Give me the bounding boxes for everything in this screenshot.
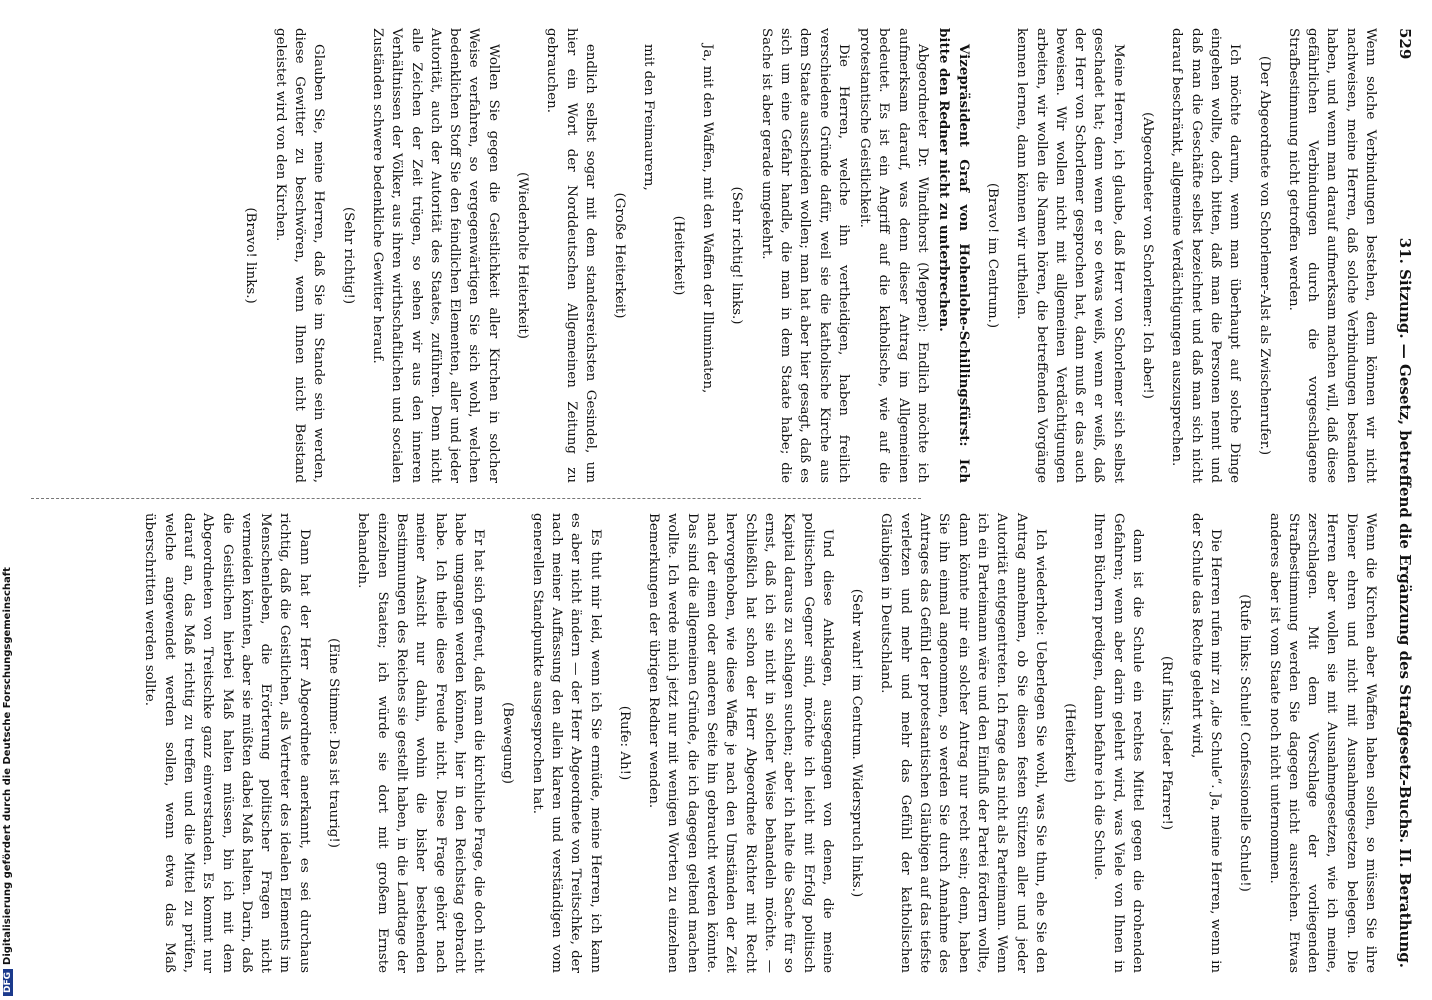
interjection: (Heiterkeit) [670, 215, 686, 296]
paragraph: Und diese Anklagen, ausgegangen von denen, die meine politischen Gegner sind, möchte ich leicht mit Erfolg politisch Kapital daraus zu schlagen suchen; aber ich halte die Sache für so ernst, daß ich sie nicht in solcher Weise behandeln möchte. — Schließlich hat schon der Herr Abgeordnete Richter mit Recht hervorgehoben, wie diese Waffe je nach den Umständen der Zeit nach der einen oder anderen Seite hin gebraucht werden könnte. Das sind die allgemeinen Gründe, die ich dagegen geltend machen wollte. Ich werde mich jetzt nur mit wenigen Worten zu einzelnen Bemerkungen der übrigen Redner wenden. [646, 513, 835, 973]
paragraph: mit den Freimaurern, [641, 44, 657, 191]
rotated-page [6, 8, 1416, 988]
page-header [1390, 28, 1414, 968]
paragraph: Meine Herren, ich glaube, daß Herr von Schorlemer sich selbst geschadet hat; denn wenn er so etwas weiß, wenn er weiß, daß der Herr von Schorlemer gesprochen hat, dann muß er das auch beweisen. Wir wollen nicht mit allgemeinen Verdächtigungen arbeiten, wir wollen die Namen hören, die betreffenden Vorgänge kennen lernen, dann können wir urtheilen. [1014, 28, 1126, 483]
paragraph: Dann hat der Herr Abgeordnete anerkannt, es sei durchaus richtig, daß die Geistlichen, als Vertreter des idealen Elements im Menschenleben, die Erörterung politischer Fragen nicht vermeiden könnten, aber sie müßten dabei Maß halten. Darin, daß die Geistlichen hierbei Maß halten müssen, bin ich mit dem Abgeordneten von Treitschke ganz einverstanden. Es kommt nur darauf an, das Maß richtig zu treffen und die Mittel zu prüfen, welche angewendet werden sollen, wenn etwa das Maß überschritten werden sollte. [142, 513, 312, 973]
interjection: (Abgeordneter von Schorlemer: Ich aber!) [1140, 112, 1156, 399]
running-title: 31. Sitzung. — Gesetz, betreffend die Ergänzung des Strafgesetz-Buchs. II. Berathung. [1396, 237, 1414, 968]
interjection: (Sehr wahr! im Centrum. Widerspruch links.) [849, 588, 865, 898]
paragraph: Ja, mit den Waffen, mit den Waffen der Illuminaten, [700, 44, 716, 394]
paragraph: Ich möchte darum, wenn man überhaupt auf solche Dinge eingehen wollte, doch bitten, daß man die Personen nennt und daß man die Geschäfte selbst bezeichnet und daß man sich nicht darauf beschränkt, allgemeine Verdächtigungen auszusprechen. [1169, 28, 1243, 483]
paragraph: endlich selbst sogar mit dem standesreichsten Gesindel, um hier ein Wort der Norddeutschen Allgemeinen Zeitung zu gebrauchen. [544, 28, 598, 483]
paragraph: Wenn die Kirchen aber Waffen haben sollen, so müssen Sie ihre Diener ehren und nicht mit Ausnahmegesetzen belegen. Die Herren aber wollen sie mit Ausnahmegesetzen, wie ich meine, zerschlagen. Mit dem Vorschlage der vorliegenden Strafbestimmung werden Sie dagegen nicht ausreichen. Etwas anderes aber ist vom Staate noch nicht unternommen. [1266, 513, 1378, 973]
left-text-column [26, 28, 1380, 483]
interjection: (Große Heiterkeit) [612, 192, 628, 319]
interjection: (Bewegung) [500, 702, 516, 784]
paragraph: Er hat sich gefreut, daß man die kirchliche Frage, die doch nicht habe umgangen werden können, hier in den Reichstag gebracht habe. Ich theile diese Freude nicht. Diese Frage gehört nach meiner Ansicht nur dahin, wohin die bisher bestehenden Bestimmungen des Reiches sie gestellt haben, in die Landtage der einzelnen Staaten; ich würde sie dort mit großem Ernste behandeln. [355, 513, 487, 973]
paragraph: Abgeordneter Dr. Windthorst (Meppen): Endlich möchte ich aufmerksam darauf, was denn dieser Antrag im Allgemeinen bedeutet. Es ist ein Angriff auf die katholische, wie auf die protestantische Geistlichkeit. [857, 28, 931, 483]
interjection: (Der Abgeordnete von Schorlemer-Alst als Zwischenrufer.) [1256, 55, 1272, 456]
paragraph: Wenn solche Verbindungen bestehen, denn können wir nicht nachweisen, meine Herren, daß solche Verbindungen bestanden haben, und wenn man darauf aufmerksam machen will, daß diese gefährlichen Verbindungen durch die vorgeschlagene Strafbestimmung nicht getroffen werden. [1285, 28, 1378, 483]
interjection: (Rufe: Ah!) [616, 705, 632, 781]
interjection: (Bravo! im Centrum.) [984, 182, 1000, 329]
interjection: (Bravo! links.) [243, 207, 259, 304]
dfg-logo: DFG [3, 969, 13, 996]
speaker-paragraph: Vizepräsident Graf von Hohenlohe-Schillingsfürst: Ich bitte den Redner nicht zu unterbrechen. [936, 28, 972, 483]
interjection: (Rufe links: Schule! Confessionelle Schule!) [1237, 594, 1253, 892]
interjection: (Sehr richtig!) [340, 206, 356, 305]
interjection: (Eine Stimme: Das ist traurig!) [326, 638, 342, 848]
interjection: (Wiederholte Heiterkeit) [515, 172, 531, 339]
interjection: (Heiterkeit) [1062, 703, 1078, 783]
paragraph: Ich wiederhole: Ueberlegen Sie wohl, was Sie thun, ehe Sie den Antrag annehmen, ob Sie diesen festen Stützen aller und jeder Autorität entgegentreten. Ich frage das nicht als Parteimann. Wenn ich ein Parteimann wäre und den Einfluß der Partei fördern wollte, dann könnte mir ein solcher Antrag nur recht sein; denn, haben Sie ihn einmal angenommen, so werden Sie durch Annahme des Antrages das Gefühl der protestantischen Gläubigen auf das tiefste verletzen und mehr und mehr das Gefühl der katholischen Gläubigen in Deutschland. [878, 513, 1048, 973]
page-number: 529 [1396, 28, 1414, 60]
interjection: (Sehr richtig! links.) [729, 186, 745, 325]
interjection: (Ruf links: Jeder Pfarrer!) [1159, 655, 1175, 831]
paragraph: dann ist die Schule ein rechtes Mittel gegen die drohenden Gefahren; wenn aber darin gelehrt wird, was Viele von Ihnen in Ihren Büchern predigen, dann befahre ich die Schule. [1091, 513, 1146, 973]
paragraph: Die Herren, welche ihn vertheidigen, haben freilich verschiedene Gründe dafür, weil sie die katholische Kirche aus dem Staate ausscheiden wollen; man hat aber hier gesagt, daß es sich um eine Gefahr handle, die man in dem Staate habe; die Sache ist aber gerade umgekehrt. [758, 28, 851, 483]
paragraph: Wollen Sie gegen die Geistlichkeit aller Kirchen in solcher Weise verfahren, so vergegenwärtigen Sie sich wohl, welchen bedenklichen Stoff Sie den feindlichen Elementen, aller und jeder Autorität, auch der Autorität des Staates, zuführen. Denn nicht alle Zeichen der Zeit trügen, so sehen wir aus den inneren Verhältnissen der Völker, aus ihren wirthschaftlichen und socialen Zuständen schwere bedenkliche Gewitter herauf. [369, 28, 501, 483]
paragraph: Es thut mir leid, wenn ich Sie ermüde, meine Herren, ich kann es aber nicht ändern — der Herr Abgeordnete von Treitschke, der nach meiner Auffassung den allein klaren und verständigen vom generellen Standpunkte ausgesprochen hat. [529, 513, 603, 973]
paragraph: Glauben Sie, meine Herren, daß Sie im Stande sein werden, diese Gewitter zu beschwören, wenn Ihnen nicht Beistand geleistet wird von den Kirchen. [272, 28, 327, 483]
right-text-column [26, 513, 1380, 973]
column-divider [31, 498, 921, 500]
credit-text: Digitalisierung gefördert durch die Deutsche Forschungsgemeinschaft [2, 567, 13, 965]
paragraph: Die Herren rufen mir zu „die Schule“. Ja, meine Herren, wenn in der Schule das Rechte gelehrt wird, [1188, 513, 1223, 973]
digitization-credit [2, 567, 16, 996]
